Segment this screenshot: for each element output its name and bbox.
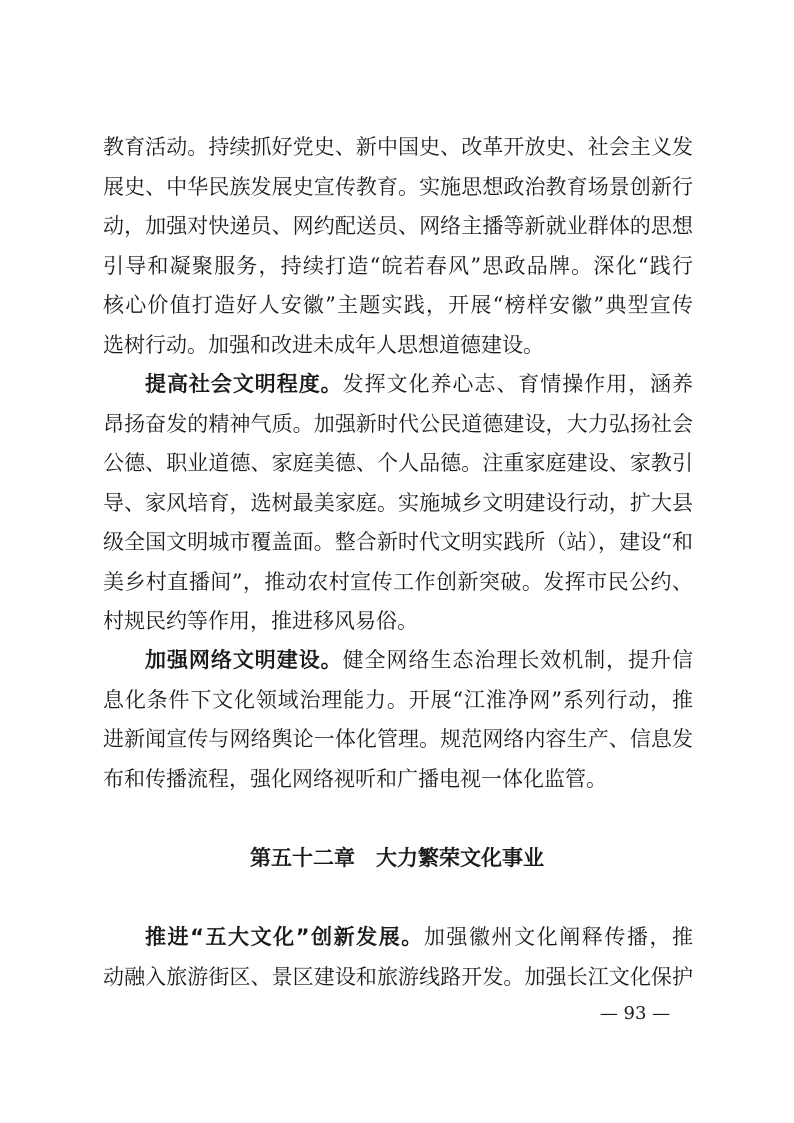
paragraph-online-civility <box>103 641 693 799</box>
text-line: 美乡村直播间”，推动农村宣传工作创新突破。发挥市民公约、 <box>103 569 693 594</box>
text-line <box>103 918 693 958</box>
text-line <box>103 365 693 405</box>
text-line-rest: 加强徽州文化阐释传播，推 <box>423 925 693 949</box>
text-line: 导、家风培育，选树最美家庭。实施城乡文明建设行动，扩大县 <box>103 490 693 515</box>
paragraph-social-civility <box>103 365 693 642</box>
text-line: 引导和凝聚服务，持续打造“皖若春风”思政品牌。深化“践行 <box>103 253 693 278</box>
paragraph-lead-heading: 推进“五大文化”创新发展。 <box>145 925 424 949</box>
text-line: 动融入旅游街区、景区建设和旅游线路开发。加强长江文化保护 <box>103 964 693 989</box>
text-line: 昂扬奋发的精神气质。加强新时代公民道德建设，大力弘扬社会 <box>103 411 693 436</box>
text-line: 动，加强对快递员、网约配送员、网络主播等新就业群体的思想 <box>103 214 693 238</box>
text-line: 选树行动。加强和改进未成年人思想道德建设。 <box>103 332 544 357</box>
text-line: 级全国文明城市覆盖面。整合新时代文明实践所（站），建设“和 <box>103 530 693 554</box>
text-line: 村规民约等作用，推进移风易俗。 <box>103 609 418 633</box>
paragraph-moral-education <box>103 128 693 365</box>
text-line: 公德、职业道德、家庭美德、个人品德。注重家庭建设、家教引 <box>103 451 693 475</box>
text-line-rest: 健全网络生态治理长效机制，提升信 <box>342 648 693 672</box>
paragraph-lead-heading: 加强网络文明建设。 <box>145 648 343 672</box>
page-number: — 93 — <box>599 1003 671 1024</box>
chapter-heading: 第五十二章 大力繁荣文化事业 <box>250 846 544 870</box>
text-line: 布和传播流程，强化网络视听和广播电视一体化监管。 <box>103 766 607 791</box>
text-line: 进新闻宣传与网络舆论一体化管理。规范网络内容生产、信息发 <box>103 727 693 751</box>
text-line: 展史、中华民族发展史宣传教育。实施思想政治教育场景创新行 <box>103 174 693 199</box>
paragraph-lead-heading: 提高社会文明程度。 <box>145 372 343 396</box>
text-line: 息化条件下文化领域治理能力。开展“江淮净网”系列行动，推 <box>103 687 693 712</box>
text-line-rest: 发挥文化养心志、育情操作用，涵养 <box>342 372 693 396</box>
text-line <box>103 641 693 681</box>
paragraph-five-cultures <box>103 918 693 997</box>
text-line: 核心价值打造好人安徽”主题实践，开展“榜样安徽”典型宣传 <box>103 293 693 317</box>
text-line: 教育活动。持续抓好党史、新中国史、改革开放史、社会主义发 <box>103 135 693 159</box>
